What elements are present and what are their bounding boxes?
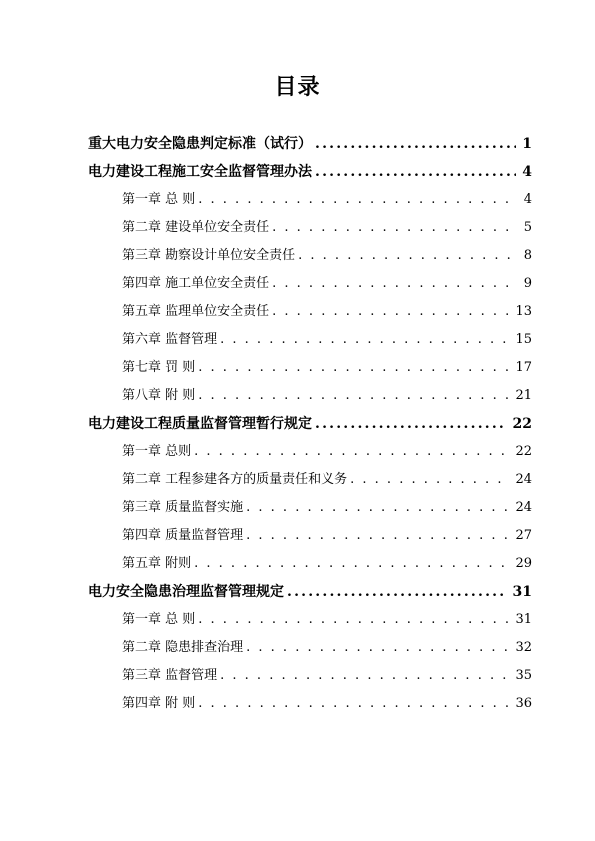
dot-leader: [198, 690, 509, 718]
dot-leader: [246, 522, 509, 550]
toc-entry-page: 31: [515, 612, 532, 627]
toc-entry-page: 8: [523, 248, 532, 263]
dot-leader: [298, 242, 518, 270]
toc-entry-page: 29: [515, 556, 532, 571]
dot-leader: [198, 606, 509, 634]
toc-entry-text: 第七章 罚 则: [122, 360, 196, 375]
toc-entry-text: 第八章 附 则: [122, 388, 196, 403]
toc-entry-text: 第二章 工程参建各方的质量责任和义务: [122, 472, 348, 487]
toc-entry-text: 电力建设工程施工安全监督管理办法: [88, 164, 312, 180]
toc-entry-page: 27: [515, 528, 532, 543]
toc-entry-page: 31: [512, 584, 532, 600]
dot-leader: [272, 214, 518, 242]
toc-entry-page: 5: [523, 220, 532, 235]
toc-entry-text: 第二章 建设单位安全责任: [122, 220, 270, 235]
toc-entry-text: 第三章 监督管理: [122, 668, 218, 683]
dot-leader: [220, 326, 509, 354]
dot-leader: [246, 494, 509, 522]
toc-entry-text: 电力安全隐患治理监督管理规定: [88, 584, 284, 600]
toc-entry-page: 1: [522, 136, 532, 152]
dot-leader: [350, 466, 509, 494]
toc-entry-page: 21: [515, 388, 532, 403]
toc-entry[interactable]: [88, 354, 532, 382]
toc-entry[interactable]: [88, 298, 532, 326]
dot-leader: [272, 270, 518, 298]
toc-entry[interactable]: [88, 382, 532, 410]
dot-leader: [287, 578, 507, 606]
toc-entry[interactable]: [88, 270, 532, 298]
toc-entry-text: 第一章 总 则: [122, 192, 196, 207]
toc-entry-text: 第四章 附 则: [122, 696, 196, 711]
dot-leader: [194, 438, 509, 466]
toc-entry-page: 22: [512, 416, 532, 432]
toc-entry[interactable]: [88, 606, 532, 634]
dot-leader: [272, 298, 509, 326]
toc-entry[interactable]: [88, 522, 532, 550]
toc-entry-text: 第三章 质量监督实施: [122, 500, 244, 515]
toc-entry-page: 22: [515, 444, 532, 459]
toc-entry-text: 第六章 监督管理: [122, 332, 218, 347]
table-of-contents: [88, 130, 532, 718]
toc-entry-text: 第一章 总 则: [122, 612, 196, 627]
dot-leader: [194, 550, 509, 578]
dot-leader: [315, 410, 507, 438]
toc-entry-page: 32: [515, 640, 532, 655]
toc-entry-text: 第四章 质量监督管理: [122, 528, 244, 543]
toc-entry[interactable]: [88, 438, 532, 466]
page-title: 目录: [274, 74, 321, 100]
toc-entry[interactable]: [88, 214, 532, 242]
toc-entry-text: 电力建设工程质量监督管理暂行规定: [88, 416, 312, 432]
toc-entry-page: 15: [515, 332, 532, 347]
toc-entry-page: 17: [515, 360, 532, 375]
toc-entry[interactable]: [88, 466, 532, 494]
toc-entry[interactable]: [88, 662, 532, 690]
dot-leader: [315, 158, 516, 186]
dot-leader: [198, 382, 509, 410]
toc-entry-text: 第一章 总则: [122, 444, 192, 459]
toc-entry-text: 第五章 监理单位安全责任: [122, 304, 270, 319]
toc-entry-page: 35: [515, 668, 532, 683]
dot-leader: [198, 354, 509, 382]
toc-entry[interactable]: [88, 410, 532, 438]
toc-entry[interactable]: [88, 578, 532, 606]
toc-entry[interactable]: [88, 690, 532, 718]
toc-entry[interactable]: [88, 186, 532, 214]
toc-entry-text: 第四章 施工单位安全责任: [122, 276, 270, 291]
toc-entry-page: 4: [523, 192, 532, 207]
toc-entry-text: 第三章 勘察设计单位安全责任: [122, 248, 296, 263]
dot-leader: [198, 186, 517, 214]
toc-entry-page: 9: [523, 276, 532, 291]
toc-entry-text: 重大电力安全隐患判定标准（试行）: [88, 136, 312, 152]
toc-entry[interactable]: [88, 634, 532, 662]
toc-entry[interactable]: [88, 550, 532, 578]
toc-entry-text: 第二章 隐患排查治理: [122, 640, 244, 655]
toc-entry-page: 13: [515, 304, 532, 319]
dot-leader: [315, 130, 516, 158]
toc-entry[interactable]: [88, 326, 532, 354]
dot-leader: [246, 634, 509, 662]
toc-entry-page: 24: [515, 500, 532, 515]
toc-entry[interactable]: [88, 242, 532, 270]
toc-entry[interactable]: [88, 158, 532, 186]
toc-entry-page: 4: [522, 164, 532, 180]
toc-entry-page: 36: [515, 696, 532, 711]
toc-entry-text: 第五章 附则: [122, 556, 192, 571]
toc-entry[interactable]: [88, 494, 532, 522]
toc-entry[interactable]: [88, 130, 532, 158]
dot-leader: [220, 662, 509, 690]
toc-entry-page: 24: [515, 472, 532, 487]
